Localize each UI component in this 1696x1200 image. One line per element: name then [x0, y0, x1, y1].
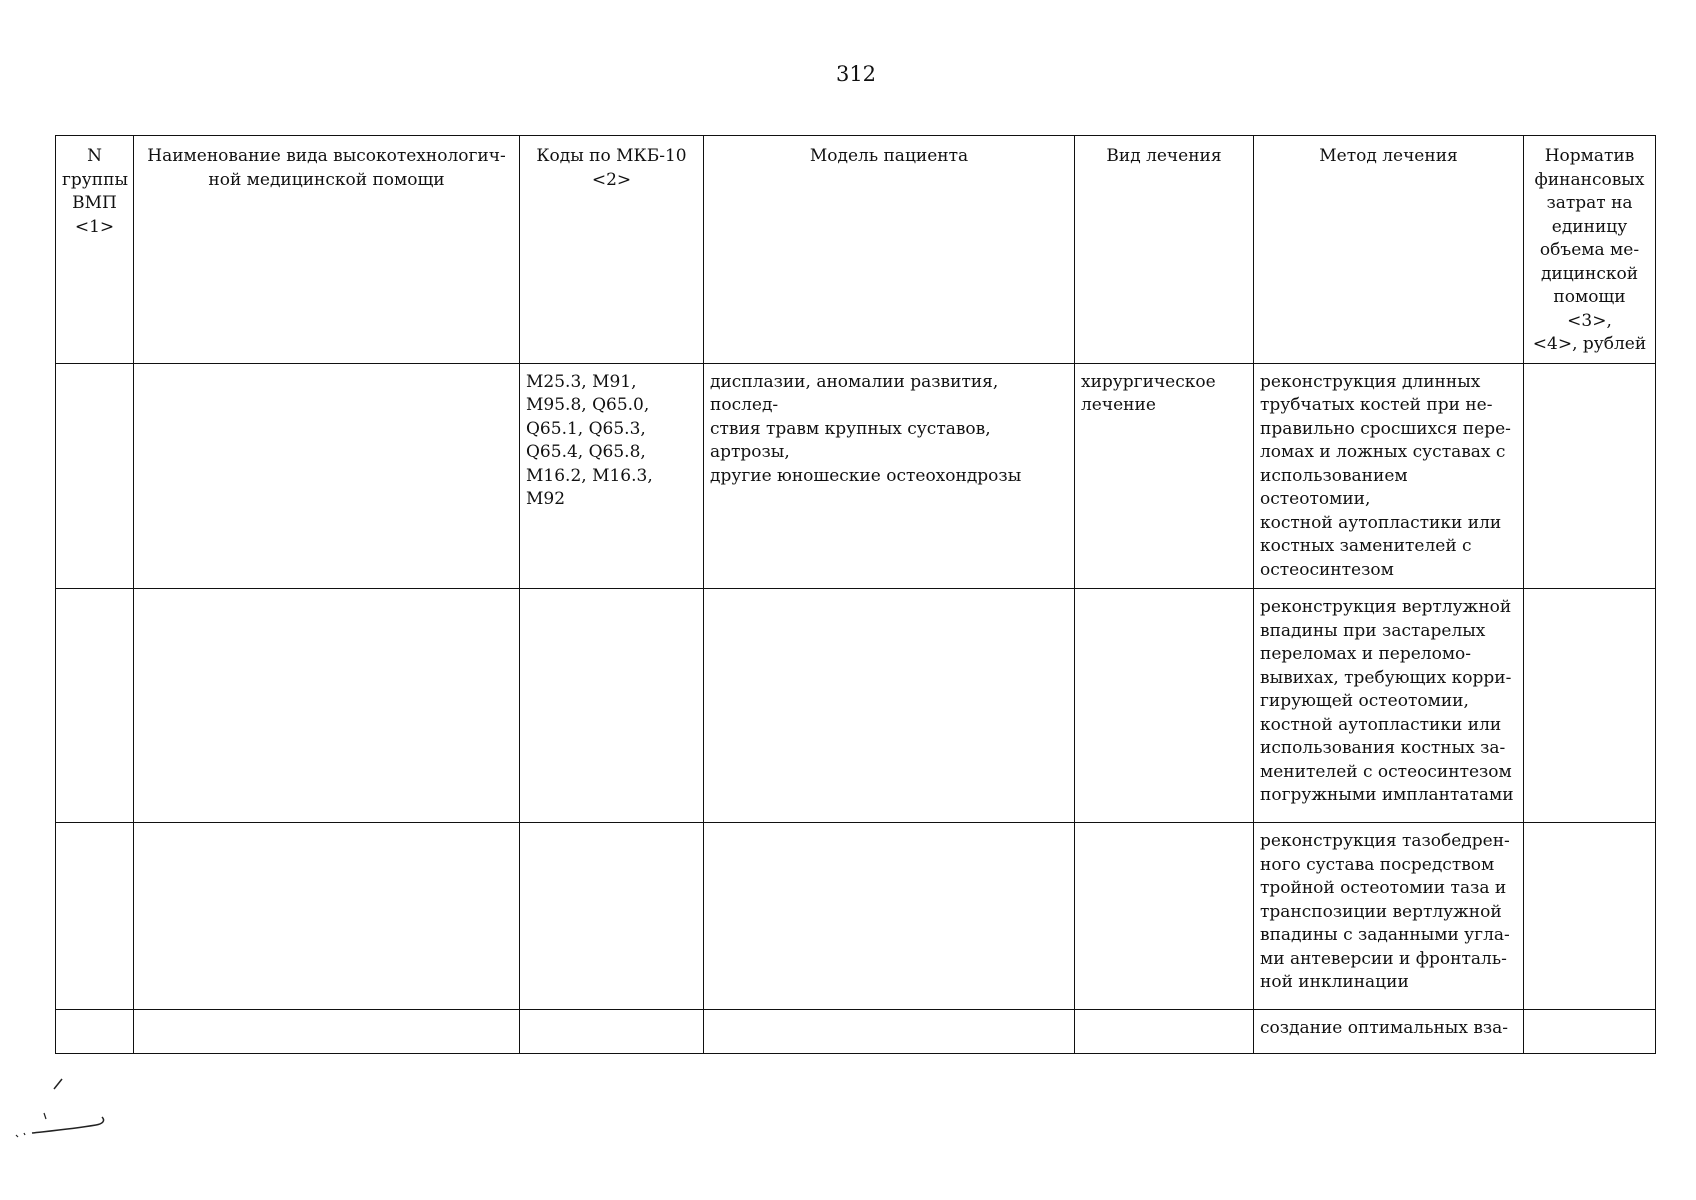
cell-codes	[520, 589, 704, 823]
handwritten-mark	[10, 1075, 110, 1145]
header-treatment-method: Метод лечения	[1254, 136, 1524, 364]
cell-method: реконструкция длинных трубчатых костей при не- правильно сросшихся пере- ломах и ложных суставах с использованием остеотомии, костной аутопластики или костных заменителей с остеосинтезом	[1254, 363, 1524, 589]
header-group-number: N группы ВМП <1>	[56, 136, 134, 364]
cell-codes	[520, 1010, 704, 1054]
table-row	[56, 823, 1656, 1010]
cell-group	[56, 1010, 134, 1054]
table-row	[56, 1010, 1656, 1054]
cell-method: реконструкция тазобедрен- ного сустава посредством тройной остеотомии таза и транспозиции вертлужной впадины с заданными угла- ми антеверсии и фронталь- ной инклинации	[1254, 823, 1524, 1010]
header-patient-model: Модель пациента	[704, 136, 1075, 364]
cell-cost	[1524, 1010, 1656, 1054]
cell-group	[56, 823, 134, 1010]
header-care-type-name: Наименование вида высокотехнологич- ной медицинской помощи	[134, 136, 520, 364]
cell-cost	[1524, 589, 1656, 823]
cell-name	[134, 1010, 520, 1054]
header-icd10-codes: Коды по МКБ-10 <2>	[520, 136, 704, 364]
cell-model: дисплазии, аномалии развития, послед- ствия травм крупных суставов, артрозы, другие юношеские остеохондрозы	[704, 363, 1075, 589]
cell-treatment	[1075, 1010, 1254, 1054]
cell-codes: M25.3, M91, M95.8, Q65.0, Q65.1, Q65.3, Q65.4, Q65.8, M16.2, M16.3, M92	[520, 363, 704, 589]
cell-treatment: хирургическое лечение	[1075, 363, 1254, 589]
cell-model	[704, 1010, 1075, 1054]
table-row	[56, 363, 1656, 589]
cell-model	[704, 589, 1075, 823]
cell-model	[704, 823, 1075, 1010]
cell-cost	[1524, 823, 1656, 1010]
cell-name	[134, 589, 520, 823]
cell-cost	[1524, 363, 1656, 589]
cell-method: реконструкция вертлужной впадины при застарелых переломах и переломо- вывихах, требующих корри- гирующей остеотомии, костной аутопластики или использования костных за- менителей с остеосинтезом погружными имплантатами	[1254, 589, 1524, 823]
table-header-row	[56, 136, 1656, 364]
cell-treatment	[1075, 823, 1254, 1010]
table-row	[56, 589, 1656, 823]
header-cost-standard: Норматив финансовых затрат на единицу объема ме- дицинской помощи <3>, <4>, рублей	[1524, 136, 1656, 364]
vmp-table	[55, 135, 1656, 1054]
cell-method: создание оптимальных вза-	[1254, 1010, 1524, 1054]
cell-name	[134, 823, 520, 1010]
cell-codes	[520, 823, 704, 1010]
page-number: 312	[835, 62, 877, 86]
cell-group	[56, 363, 134, 589]
cell-name	[134, 363, 520, 589]
header-treatment-type: Вид лечения	[1075, 136, 1254, 364]
cell-group	[56, 589, 134, 823]
cell-treatment	[1075, 589, 1254, 823]
